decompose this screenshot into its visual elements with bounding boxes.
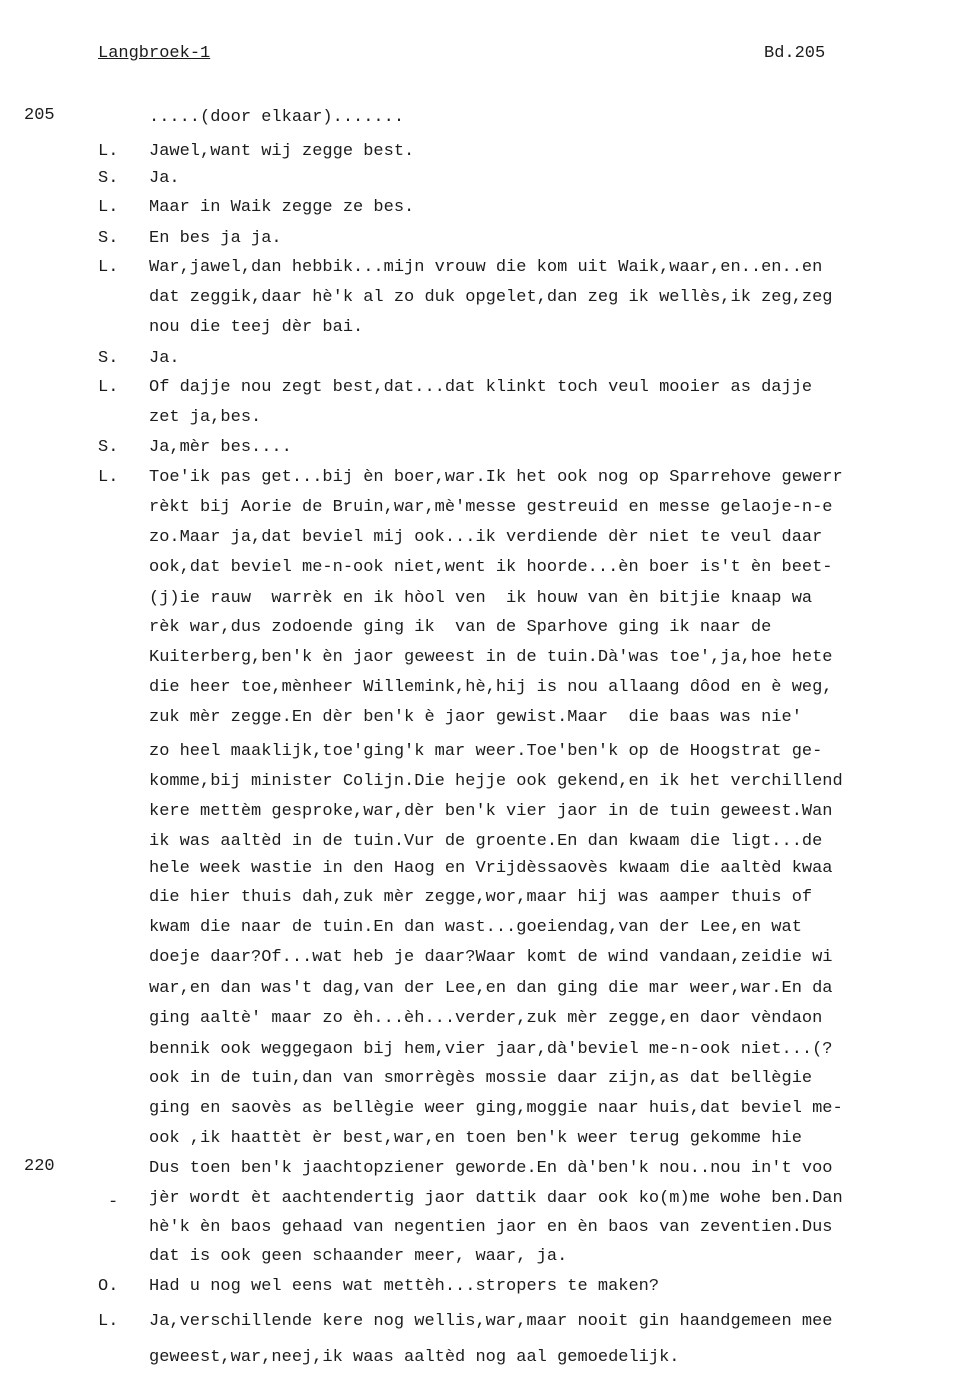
- speaker-label: L.: [98, 468, 119, 487]
- utterance-text: Of dajje nou zegt best,dat...dat klinkt toch veul mooier as dajje: [149, 378, 813, 397]
- utterance-text: war,en dan was't dag,van der Lee,en dan ging die mar weer,war.En da: [149, 979, 833, 998]
- utterance-text: ik was aaltèd in de tuin.Vur de groente.En dan kwaam die ligt...de: [149, 832, 823, 851]
- speaker-label: O.: [98, 1277, 119, 1296]
- utterance-text: zo heel maaklijk,toe'ging'k mar weer.Toe'ben'k op de Hoogstrat ge-: [149, 742, 823, 761]
- utterance-text: geweest,war,neej,ik waas aaltèd nog aal gemoedelijk.: [149, 1348, 680, 1367]
- utterance-text: Ja.: [149, 349, 180, 368]
- header-title: Langbroek-1: [98, 44, 211, 63]
- margin-dash-mark: -: [108, 1193, 119, 1212]
- utterance-text: hele week wastie in den Haog en Vrijdèssaovès kwaam die aaltèd kwaa: [149, 859, 833, 878]
- utterance-text: Ja.: [149, 169, 180, 188]
- utterance-text: bennik ook weggegaon bij hem,vier jaar,dà'beviel me-n-ook niet...(?: [149, 1040, 833, 1059]
- utterance-text: hè'k èn baos gehaad van negentien jaor en èn baos van zeventien.Dus: [149, 1218, 833, 1237]
- margin-line-number: 205: [24, 106, 55, 125]
- utterance-text: ging aaltè' maar zo èh...èh...verder,zuk mèr zegge,en daor vèndaon: [149, 1009, 823, 1028]
- utterance-text: ook,dat beviel me-n-ook niet,went ik hoorde...èn boer is't èn beet-: [149, 558, 833, 577]
- utterance-text: dat zeggik,daar hè'k al zo duk opgelet,dan zeg ik wellès,ik zeg,zeg: [149, 288, 833, 307]
- utterance-text: Ja,mèr bes....: [149, 438, 292, 457]
- utterance-text: kwam die naar de tuin.En dan wast...goeiendag,van der Lee,en wat: [149, 918, 802, 937]
- utterance-text: En bes ja ja.: [149, 229, 282, 248]
- utterance-text: die hier thuis dah,zuk mèr zegge,wor,maar hij was aamper thuis of: [149, 888, 813, 907]
- utterance-text: Jawel,want wij zegge best.: [149, 142, 415, 161]
- utterance-text: Had u nog wel eens wat mettèh...stropers te maken?: [149, 1277, 660, 1296]
- speaker-label: S.: [98, 349, 119, 368]
- utterance-text: War,jawel,dan hebbik...mijn vrouw die kom uit Waik,waar,en..en..en: [149, 258, 823, 277]
- speaker-label: S.: [98, 169, 119, 188]
- utterance-text: zo.Maar ja,dat beviel mij ook...ik verdiende dèr niet te veul daar: [149, 528, 823, 547]
- utterance-text: Kuiterberg,ben'k èn jaor geweest in de tuin.Dà'was toe',ja,hoe hete: [149, 648, 833, 667]
- utterance-text: Toe'ik pas get...bij èn boer,war.Ik het ook nog op Sparrehove gewerr: [149, 468, 843, 487]
- utterance-text: ging en saovès as bellègie weer ging,moggie naar huis,dat beviel me-: [149, 1099, 843, 1118]
- utterance-text: dat is ook geen schaander meer, waar, ja.: [149, 1247, 568, 1266]
- header-page-ref: Bd.205: [764, 44, 826, 63]
- speaker-label: L.: [98, 198, 119, 217]
- speaker-label: L.: [98, 258, 119, 277]
- utterance-text: Maar in Waik zegge ze bes.: [149, 198, 415, 217]
- utterance-text: jèr wordt èt aachtendertig jaor dattik daar ook ko(m)me wohe ben.Dan: [149, 1189, 843, 1208]
- utterance-text: nou die teej dèr bai.: [149, 318, 364, 337]
- utterance-text: doeje daar?Of...wat heb je daar?Waar komt de wind vandaan,zeidie wi: [149, 948, 833, 967]
- utterance-text: ook ,ik haattèt èr best,war,en toen ben'k weer terug gekomme hie: [149, 1129, 802, 1148]
- utterance-text: Ja,verschillende kere nog wellis,war,maar nooit gin haandgemeen mee: [149, 1312, 833, 1331]
- utterance-text: rèk war,dus zodoende ging ik van de Sparhove ging ik naar de: [149, 618, 772, 637]
- speaker-label: L.: [98, 142, 119, 161]
- speaker-label: S.: [98, 229, 119, 248]
- speaker-label: L.: [98, 1312, 119, 1331]
- utterance-text: zuk mèr zegge.En dèr ben'k è jaor gewist.Maar die baas was nie': [149, 708, 802, 727]
- utterance-text: komme,bij minister Colijn.Die hejje ook gekend,en ik het verchillend: [149, 772, 843, 791]
- utterance-text: .....(door elkaar).......: [149, 108, 405, 127]
- utterance-text: Dus toen ben'k jaachtopziener geworde.En dà'ben'k nou..nou in't voo: [149, 1159, 833, 1178]
- utterance-text: kere mettèm gesproke,war,dèr ben'k vier jaor in de tuin geweest.Wan: [149, 802, 833, 821]
- utterance-text: die heer toe,mènheer Willemink,hè,hij is nou allaang dôod en è weg,: [149, 678, 833, 697]
- utterance-text: rèkt bij Aorie de Bruin,war,mè'messe gestreuid en messe gelaoje-n-e: [149, 498, 833, 517]
- utterance-text: (j)ie rauw warrèk en ik hòol ven ik houw van èn bitjie knaap wa: [149, 589, 813, 608]
- speaker-label: L.: [98, 378, 119, 397]
- utterance-text: zet ja,bes.: [149, 408, 262, 427]
- utterance-text: ook in de tuin,dan van smorrègès mossie daar zijn,as dat bellègie: [149, 1069, 813, 1088]
- margin-line-number: 220: [24, 1157, 55, 1176]
- speaker-label: S.: [98, 438, 119, 457]
